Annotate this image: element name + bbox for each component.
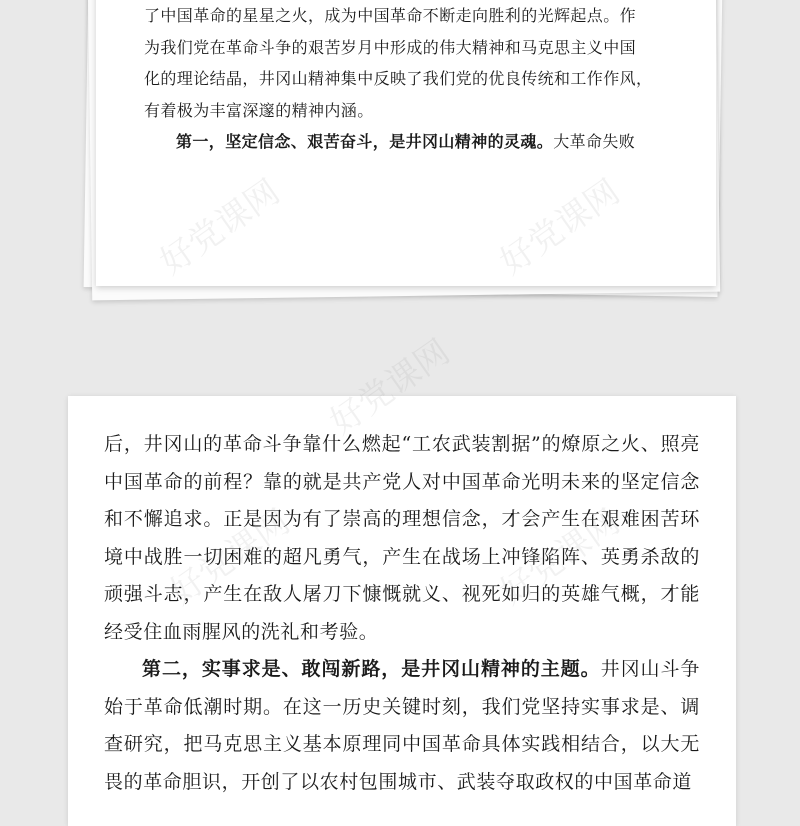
bottom-paragraph-2 — [104, 651, 700, 801]
top-line-1: 了中国革命的星星之火，成为中国革命不断走向胜利的光辉起点。作 — [144, 6, 637, 25]
bottom-page-text — [104, 426, 700, 801]
bottom-paragraph-1: 后，井冈山的革命斗争靠什么燃起“工农武装割据”的燎原之火、照亮中国革命的前程？靠的就是共产党人对中国革命光明未来的坚定信念和不懈追求。正是因为有了崇高的理想信念，才会产生在艰难困苦环境中战胜一切困难的超凡勇气，产生在战场上冲锋陷阵、英勇杀敌的顽强斗志，产生在敌人屠刀下慷慨就义、视死如归的英雄气概，才能经受住血雨腥风的洗礼和考验。 — [104, 433, 700, 643]
top-paragraph-1 — [144, 0, 664, 126]
section-2-heading: 第二，实事求是、敢闯新路，是井冈山精神的主题。 — [142, 658, 601, 680]
watermark-text: 好党课网 — [322, 331, 458, 443]
section-1-text-start: 大革命失败 — [553, 132, 636, 151]
section-1-heading: 第一，坚定信念、艰苦奋斗，是井冈山精神的灵魂。 — [176, 132, 554, 151]
top-paragraph-2 — [144, 126, 664, 158]
section-2-body: 井冈山斗争始于革命低潮时期。在这一历史关键时刻，我们党坚持实事求是、调查研究，把马克思主义基本原理同中国革命具体实践相结合，以大无畏的革命胆识，开创了以农村包围城市、武装夺取政权的中国革命道 — [104, 658, 700, 793]
top-page-text — [144, 0, 664, 158]
document-page-top — [96, 0, 716, 286]
document-page-bottom — [68, 396, 736, 826]
top-line-2: 为我们党在革命斗争的艰苦岁月中形成的伟大精神和马克思主义中国 — [144, 37, 637, 57]
top-line-4: 有着极为丰富深邃的精神内涵。 — [144, 100, 374, 120]
top-line-3: 化的理论结晶，井冈山精神集中反映了我们党的优良传统和工作作风， — [144, 69, 653, 88]
